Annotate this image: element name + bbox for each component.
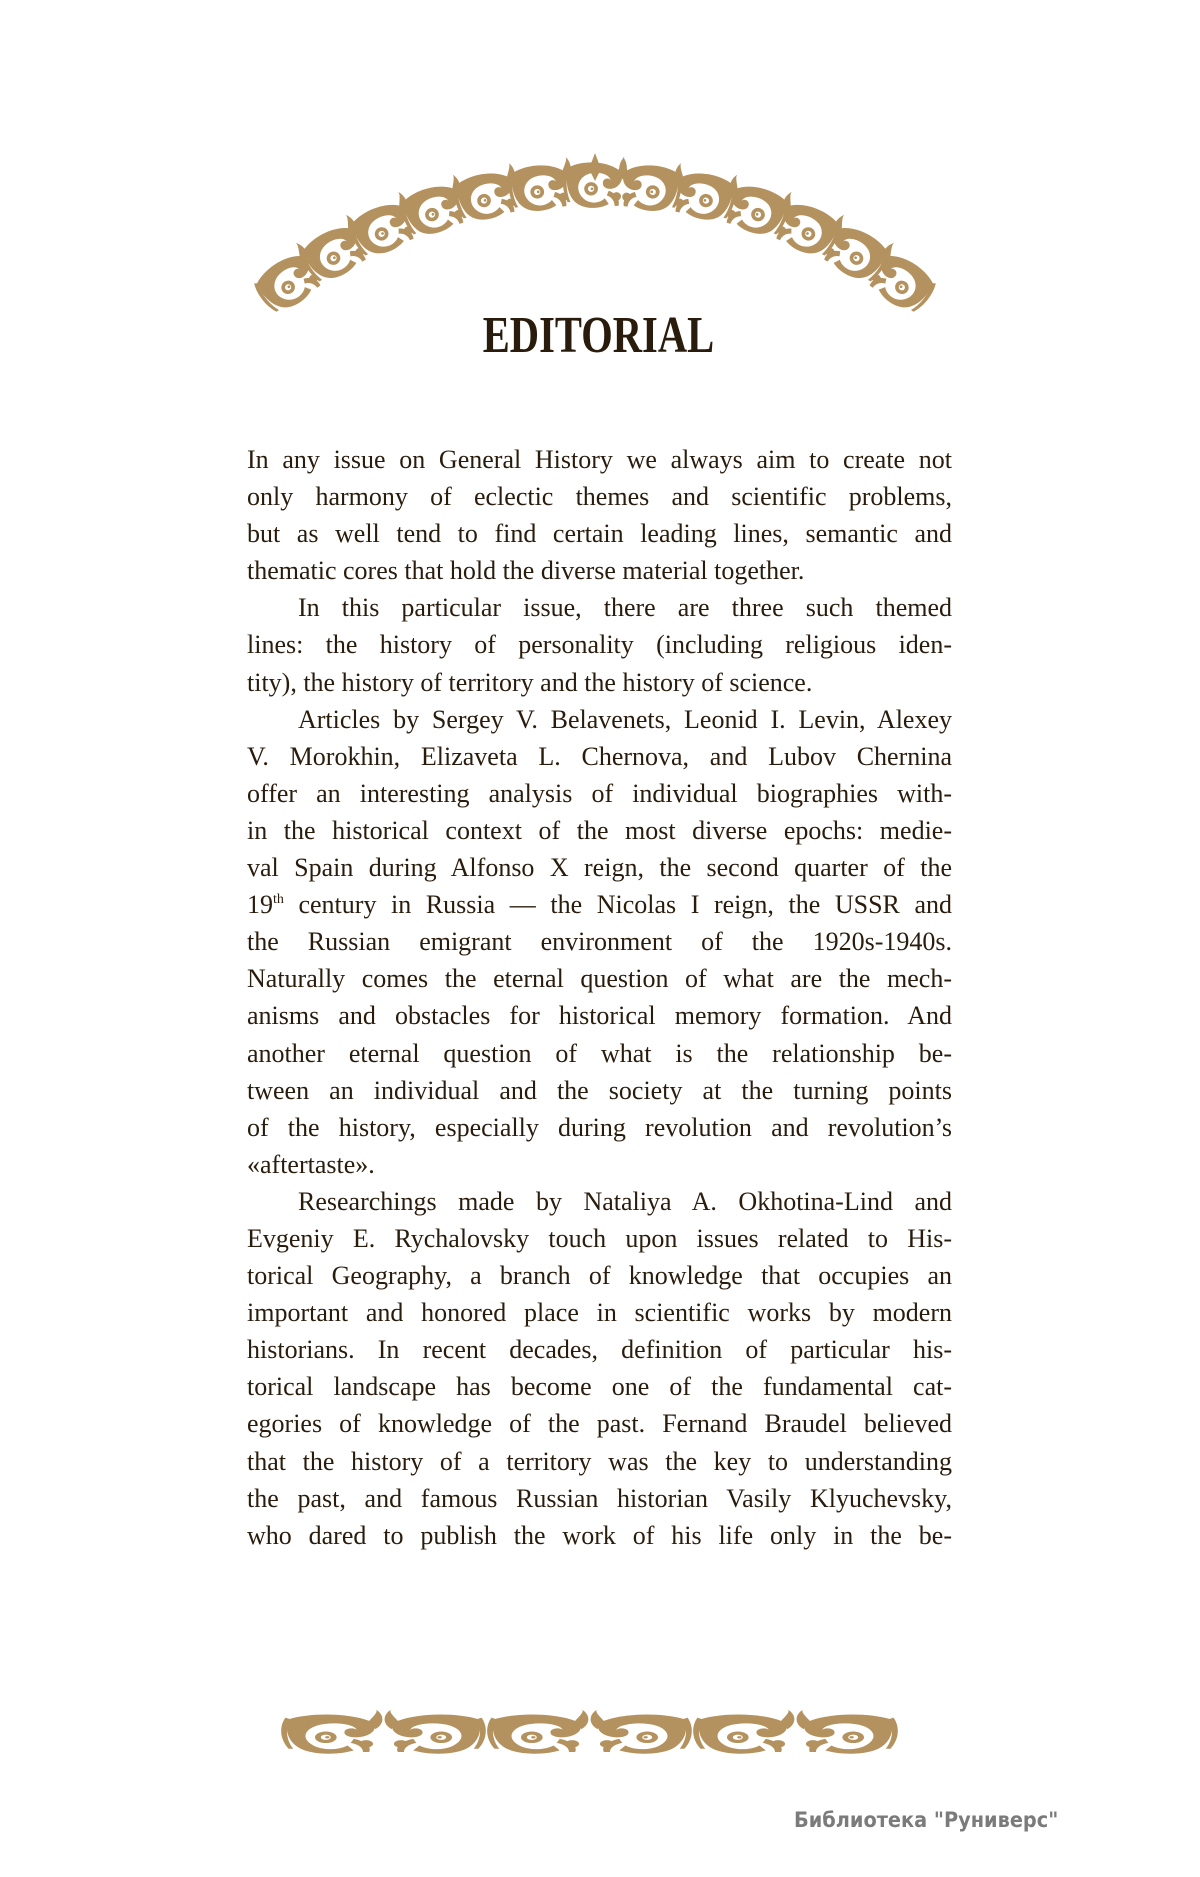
text-line: egories of knowledge of the past. Fernand Braudel believed — [247, 1409, 952, 1439]
band-segment — [487, 1709, 588, 1753]
scroll-motif — [591, 1709, 692, 1753]
scroll-motif — [281, 1709, 382, 1753]
ordinal-suffix: th — [273, 892, 284, 908]
scroll-motif — [693, 1709, 794, 1753]
paragraph — [247, 441, 952, 589]
paragraph — [247, 1183, 952, 1554]
text-line: of the history, especially during revolution and revolution’s — [247, 1112, 952, 1142]
library-watermark: Библиотека "Руниверс" — [794, 1808, 1059, 1832]
text-line: that the history of a territory was the key to understanding — [247, 1446, 952, 1476]
scroll-motif — [487, 1709, 588, 1753]
text-line: tity), the history of territory and the history of science. — [247, 667, 813, 697]
text-line: only harmony of eclectic themes and scientific problems, — [247, 482, 952, 512]
bottom-border-ornament — [280, 1706, 900, 1762]
text-line: torical Geography, a branch of knowledge that occupies an — [247, 1261, 952, 1291]
text-line: val Spain during Alfonso X reign, the second quarter of the — [247, 853, 952, 883]
text-line: offer an interesting analysis of individual biographies with- — [247, 778, 952, 808]
page-title: EDITORIAL — [482, 307, 715, 364]
band-segment — [591, 1709, 692, 1753]
text-line: thematic cores that hold the diverse material together. — [247, 556, 805, 586]
text-line: historians. In recent decades, definition of particular his- — [247, 1335, 952, 1365]
text-line: anisms and obstacles for historical memory formation. And — [247, 1001, 952, 1031]
text-line: Researchings made by Nataliya A. Okhotina-Lind and — [298, 1186, 952, 1216]
band-segment — [693, 1709, 794, 1753]
text-line: but as well tend to find certain leading lines, semantic and — [247, 519, 952, 549]
text-line: the Russian emigrant environment of the 1920s-1940s. — [247, 927, 952, 957]
text-line: lines: the history of personality (including religious iden- — [247, 630, 952, 660]
band-scroll-group — [281, 1709, 898, 1753]
paragraph — [247, 589, 952, 700]
text-line: Articles by Sergey V. Belavenets, Leonid I. Levin, Alexey — [298, 704, 952, 734]
text-line: «aftertaste». — [247, 1149, 375, 1179]
text-line: In any issue on General History we always aim to create not — [247, 445, 952, 474]
text-line: who dared to publish the work of his life only in the be- — [247, 1520, 952, 1550]
text-line: Evgeniy E. Rychalovsky touch upon issues related to His- — [247, 1223, 952, 1253]
band-segment — [385, 1709, 486, 1753]
text-line: the past, and famous Russian historian Vasily Klyuchevsky, — [247, 1483, 952, 1513]
text-line: Naturally comes the eternal question of what are the mech- — [247, 964, 952, 994]
text-line — [247, 886, 952, 923]
scroll-motif — [385, 1709, 486, 1753]
text-line: torical landscape has become one of the fundamental cat- — [247, 1372, 952, 1402]
text-line: another eternal question of what is the relationship be- — [247, 1038, 952, 1068]
text-line: tween an individual and the society at the turning points — [247, 1075, 952, 1105]
text-line: in the historical context of the most diverse epochs: medie- — [247, 815, 952, 845]
arch-scroll-group — [246, 153, 943, 319]
band-segment — [281, 1709, 382, 1753]
ordinal-number: 19 — [247, 890, 273, 920]
editorial-body — [247, 441, 952, 1554]
arch-crest — [589, 153, 601, 181]
text-line: V. Morokhin, Elizaveta L. Chernova, and Lubov Chernina — [247, 741, 952, 771]
line-text: century in Russia — the Nicolas I reign, the USSR and — [283, 890, 952, 920]
paragraph — [247, 701, 952, 1183]
text-line: important and honored place in scientific works by modern — [247, 1298, 952, 1328]
band-segment — [797, 1709, 898, 1753]
scroll-motif — [797, 1709, 898, 1753]
text-line: In this particular issue, there are three such themed — [298, 593, 952, 623]
